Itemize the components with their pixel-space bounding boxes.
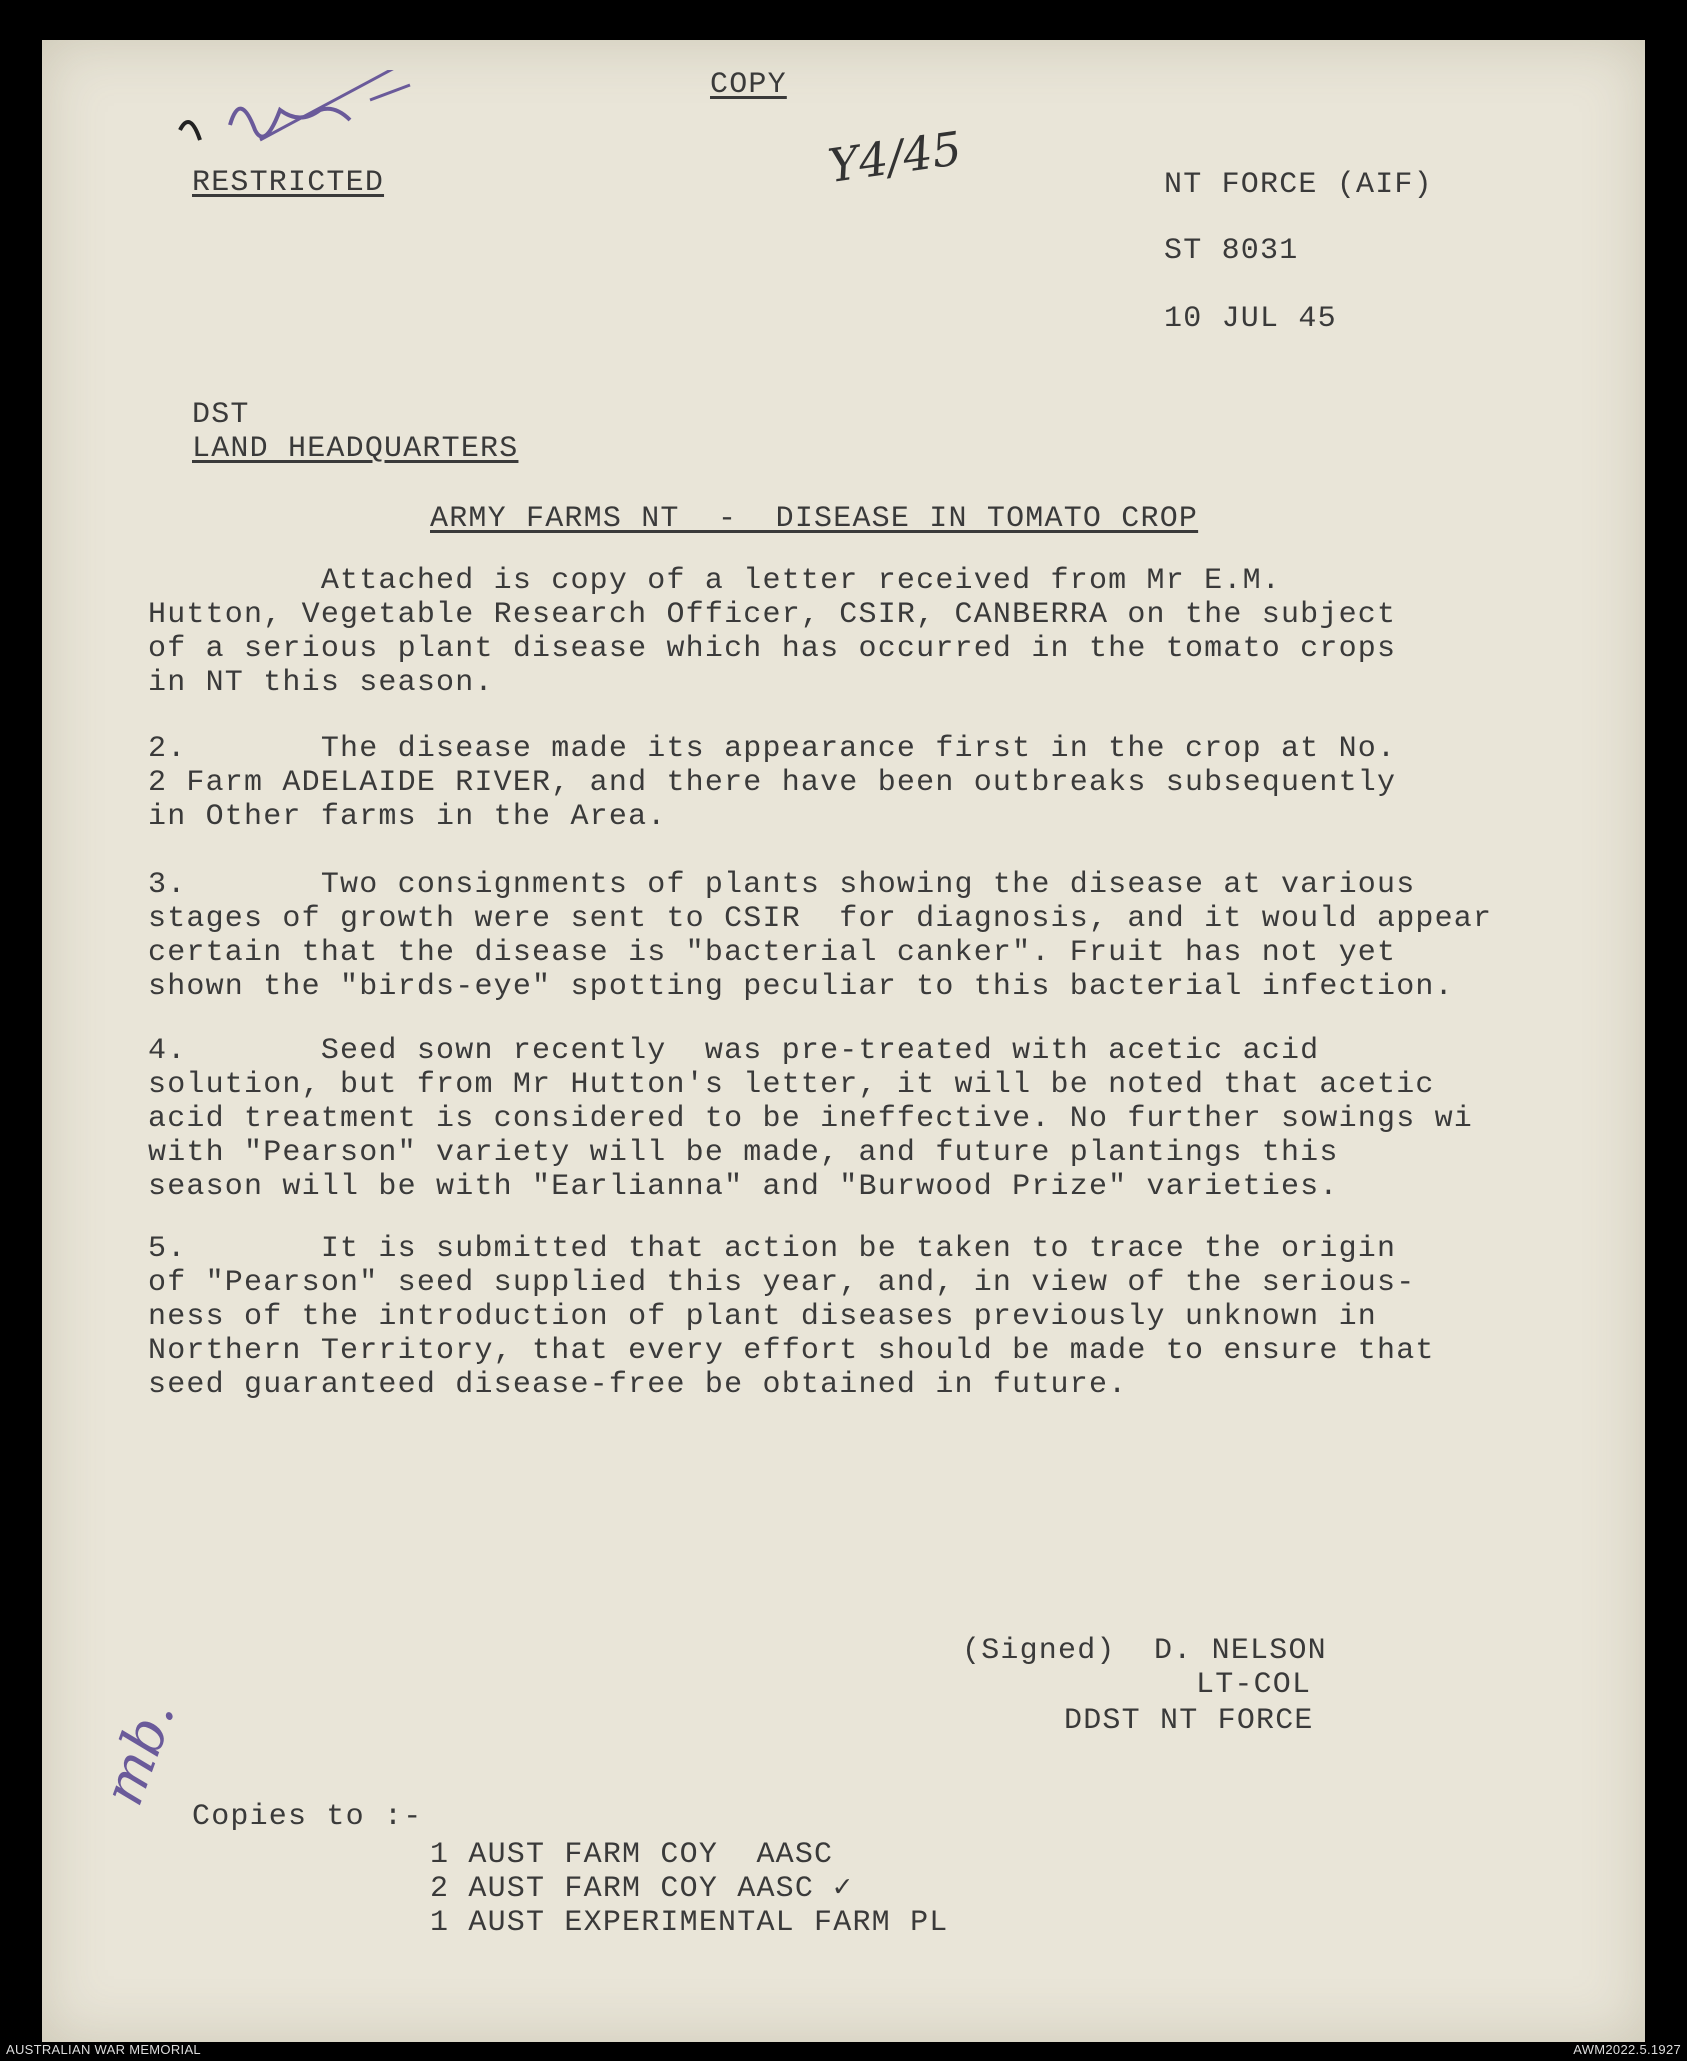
paragraph-line: of "Pearson" seed supplied this year, and, in view of the serious-: [148, 1266, 1416, 1300]
paragraph-1: [148, 564, 1568, 700]
paragraph-2: [148, 732, 1568, 834]
subject-heading: ARMY FARMS NT - DISEASE IN TOMATO CROP: [430, 502, 1199, 536]
paragraph-line: ness of the introduction of plant diseases previously unknown in: [148, 1300, 1377, 1334]
paragraph-line: 2. The disease made its appearance first in the crop at No.: [148, 732, 1397, 766]
copies-item: 2 AUST FARM COY AASC ✓: [430, 1872, 853, 1906]
footer-right: AWM2022.5.1927: [1573, 2042, 1681, 2057]
paragraph-line: seed guaranteed disease-free be obtained in future.: [148, 1368, 1128, 1402]
signature-title: DDST NT FORCE: [1064, 1704, 1314, 1738]
paragraph-line: 3. Two consignments of plants showing the disease at various: [148, 868, 1416, 902]
paragraph-line: 2 Farm ADELAIDE RIVER, and there have been outbreaks subsequently: [148, 766, 1397, 800]
paragraph-line: stages of growth were sent to CSIR for diagnosis, and it would appear: [148, 902, 1493, 936]
paragraph-line: of a serious plant disease which has occurred in the tomato crops: [148, 632, 1397, 666]
copies-label: Copies to :-: [192, 1800, 423, 1834]
paragraph-line: acid treatment is considered to be ineffective. No further sowings wi: [148, 1102, 1474, 1136]
paragraph-line: in NT this season.: [148, 666, 494, 700]
document-date: 10 JUL 45: [1164, 302, 1337, 336]
signature-rank: LT-COL: [1196, 1668, 1312, 1702]
addressee-line1: DST: [192, 398, 250, 432]
copies-item: 1 AUST FARM COY AASC: [430, 1838, 834, 1872]
paragraph-line: certain that the disease is "bacterial canker". Fruit has not yet: [148, 936, 1397, 970]
paragraph-line: 4. Seed sown recently was pre-treated with acetic acid: [148, 1034, 1320, 1068]
paragraph-3: [148, 868, 1568, 1004]
reference-number: ST 8031: [1164, 234, 1299, 268]
paragraph-4: [148, 1034, 1568, 1204]
paragraph-line: Hutton, Vegetable Research Officer, CSIR, CANBERRA on the subject: [148, 598, 1397, 632]
handwritten-annotation-top-left: [160, 70, 420, 160]
handwritten-initials: mb.: [90, 1691, 189, 1814]
addressee-line2: LAND HEADQUARTERS: [192, 432, 519, 466]
copy-label: COPY: [710, 68, 787, 102]
paragraph-line: with "Pearson" variety will be made, and future plantings this: [148, 1136, 1339, 1170]
classification-label: RESTRICTED: [192, 166, 385, 200]
footer-left: AUSTRALIAN WAR MEMORIAL: [6, 2042, 201, 2057]
paragraph-line: solution, but from Mr Hutton's letter, it will be noted that acetic: [148, 1068, 1435, 1102]
paragraph-line: shown the "birds-eye" spotting peculiar to this bacterial infection.: [148, 970, 1454, 1004]
signature-line1: (Signed) D. NELSON: [962, 1634, 1327, 1668]
paragraph-line: Attached is copy of a letter received from Mr E.M.: [148, 564, 1281, 598]
paragraph-line: Northern Territory, that every effort should be made to ensure that: [148, 1334, 1435, 1368]
paragraph-line: in Other farms in the Area.: [148, 800, 667, 834]
paragraph-line: season will be with "Earlianna" and "Burwood Prize" varieties.: [148, 1170, 1339, 1204]
unit-name: NT FORCE (AIF): [1164, 168, 1433, 202]
paragraph-line: 5. It is submitted that action be taken to trace the origin: [148, 1232, 1397, 1266]
paragraph-5: [148, 1232, 1568, 1402]
handwritten-reference: Y4/45: [824, 120, 965, 194]
copies-item: 1 AUST EXPERIMENTAL FARM PL: [430, 1906, 949, 1940]
